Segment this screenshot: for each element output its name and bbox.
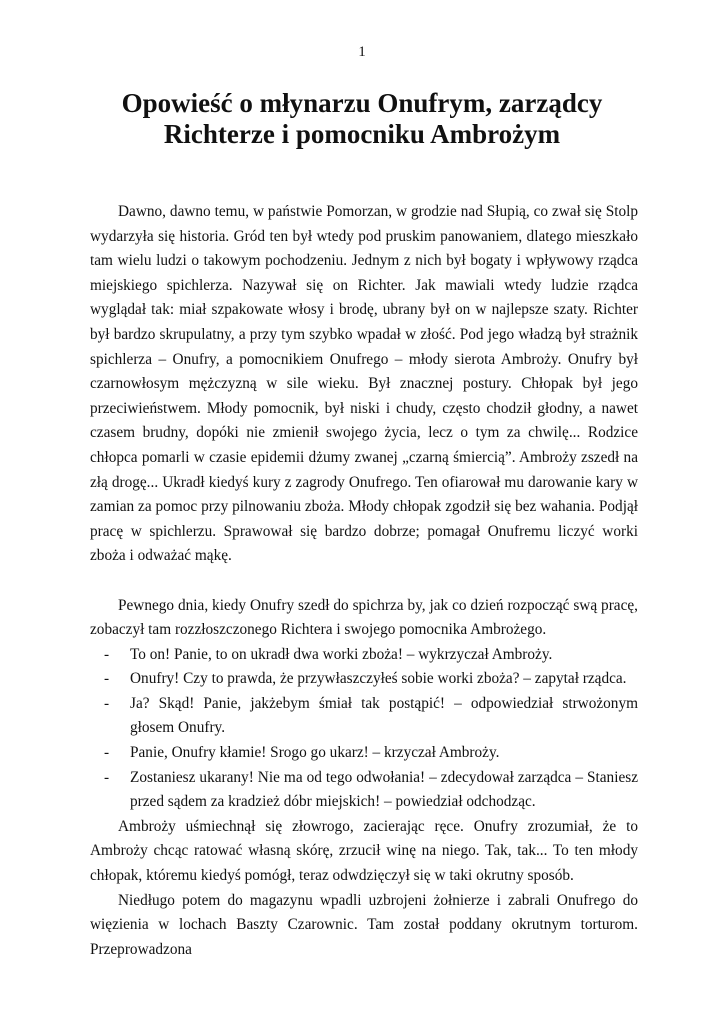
paragraph-meeting: Pewnego dnia, kiedy Onufry szedł do spichrza by, jak co dzień rozpocząć swą pracę, zobaczył tam rozzłoszczonego Richtera i swojego pomocnika Ambrożego. [90, 596, 638, 639]
dialogue-line [90, 643, 638, 668]
dialogue-line [90, 766, 638, 815]
title-line-1: Opowieść o młynarzu Onufrym, zarządcy [121, 88, 603, 118]
paragraph-arrest: Niedługo potem do magazynu wpadli uzbrojeni żołnierze i zabrali Onufrego do więzienia w lochach Baszty Czarownic. Tam został poddany okrutnym torturom. Przeprowadzona [90, 891, 638, 958]
dialogue-text: Onufry! Czy to prawda, że przywłaszczyłeś sobie worki zboża? – zapytał rządca. [130, 670, 627, 688]
title-line-2: Richterze i pomocniku Ambrożym [163, 119, 561, 149]
paragraph-betrayal: Ambroży uśmiechnął się złowrogo, zacierając ręce. Onufry zrozumiał, że to Ambroży chcąc ratować własną skórę, zrzucił winę na niego. Tak, tak... To ten młody chłopak, któremu kiedyś pomógł, teraz odwdzięczył się w taki okrutny sposób. [90, 817, 638, 885]
dialogue-line [90, 741, 638, 766]
dialogue-line [90, 692, 638, 741]
story-body [90, 200, 638, 962]
paragraph-intro: Dawno, dawno temu, w państwie Pomorzan, w grodzie nad Słupią, co zwał się Stolp wydarzyła się historia. Gród ten był wtedy pod pruskim panowaniem, dlatego mieszkało tam wielu ludzi o takowym pochodzeniu. Jednym z nich był bogaty i wpływowy rządca miejskiego spichlerza. Nazywał się on Richter. Jak mawiali wtedy ludzie rządca wyglądał tak: miał szpakowate włosy i brodę, ubrany był on w najlepsze szaty. Richter był bardzo skrupulatny, a przy tym szybko wpadał w złość. Pod jego władzą był strażnik spichlerza – Onufry, a pomocnikiem Onufrego – młody sierota Ambroży. Onufry był czarnowłosym mężczyzną w sile wieku. Był znacznej postury. Chłopak był jego przeciwieństwem. Młody pomocnik, był niski i chudy, często chodził głodny, a nawet czasem brudny, dopóki nie zmienił swojego życia, lecz o tym za chwilę... Rodzice chłopca pomarli w czasie epidemii dżumy zwanej „czarną śmiercią”. Ambroży zszedł na złą drogę... Ukradł kiedyś kury z zagrody Onufrego. Ten ofiarował mu darowanie kary w zamian za pomoc przy pilnowaniu zboża. Młody chłopak zgodził się bez wahania. Podjął pracę w spichlerzu. Sprawował się bardzo dobrze; pomagał Onufremu liczyć worki zboża i odważać mąkę. [90, 203, 638, 565]
dialogue-dash: - [104, 694, 110, 712]
dialogue-dash: - [104, 670, 110, 688]
dialogue-dash: - [104, 768, 110, 786]
dialogue-text: To on! Panie, to on ukradł dwa worki zboża! – wykrzyczał Ambroży. [130, 645, 553, 663]
dialogue-text: Panie, Onufry kłamie! Srogo go ukarz! – krzyczał Ambroży. [130, 744, 500, 762]
dialogue-text: Ja? Skąd! Panie, jakżebym śmiał tak postąpić! – odpowiedział strwożonym głosem Onufry. [130, 694, 638, 737]
paragraph-gap [90, 569, 638, 594]
dialogue-list [90, 643, 638, 815]
page-number: 1 [358, 44, 366, 60]
dialogue-dash: - [104, 744, 110, 762]
dialogue-line [90, 667, 638, 692]
dialogue-dash: - [104, 645, 110, 663]
dialogue-text: Zostaniesz ukarany! Nie ma od tego odwołania! – zdecydował zarządca – Staniesz przed sądem za kradzież dóbr miejskich! – powiedział odchodząc. [130, 768, 638, 811]
document-title [90, 88, 634, 150]
